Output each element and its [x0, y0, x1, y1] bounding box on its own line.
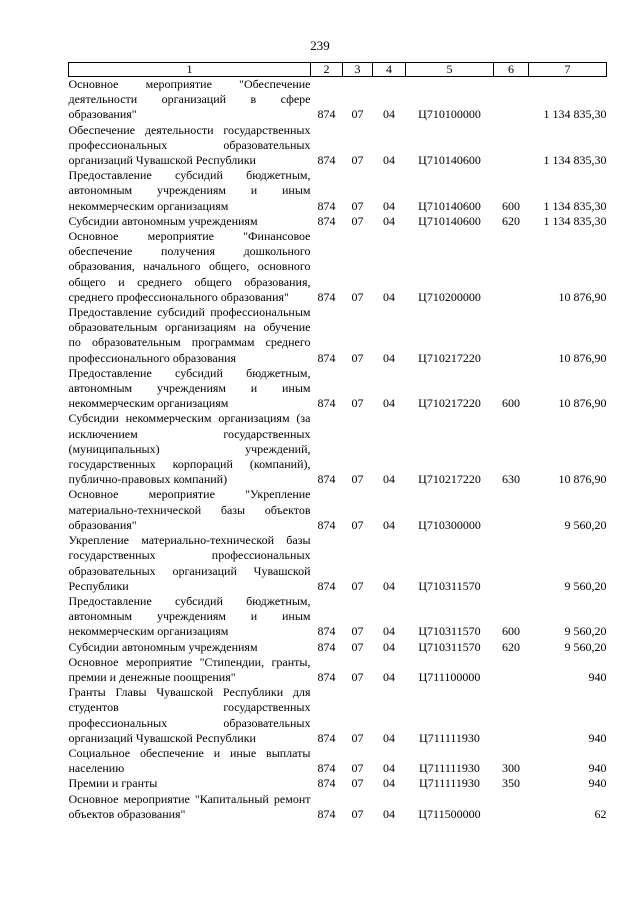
amount-value: 940 — [588, 776, 607, 791]
table-row — [69, 655, 607, 685]
table-row — [69, 640, 607, 655]
expense-type-code: 630 — [502, 472, 520, 487]
admin-code: 874 — [317, 730, 336, 745]
column-header: 3 — [343, 63, 373, 77]
table-row — [69, 77, 607, 123]
amount-value: 940 — [588, 730, 607, 745]
table-header-row — [69, 63, 607, 77]
target-article-code: Ц710311570 — [418, 578, 481, 593]
amount-value: 9 560,20 — [564, 624, 607, 639]
amount-value: 940 — [588, 761, 607, 776]
target-article-code: Ц710140600 — [418, 198, 481, 213]
admin-code: 874 — [317, 624, 336, 639]
admin-code: 874 — [317, 776, 336, 791]
row-name: Премии и гранты — [68, 776, 158, 791]
table-row — [69, 685, 607, 746]
subsection-code: 04 — [383, 153, 395, 168]
subsection-code: 04 — [383, 107, 395, 122]
expense-type-code — [494, 655, 529, 685]
row-name: Предоставление субсидий бюджетным, автономным учреждениям и иным некоммерческим организациям — [68, 593, 311, 639]
page-number: 239 — [310, 38, 330, 53]
expense-type-code — [494, 685, 529, 746]
column-header: 4 — [373, 63, 406, 77]
subsection-code: 04 — [383, 517, 395, 532]
target-article-code: Ц710311570 — [418, 624, 481, 639]
target-article-code: Ц711100000 — [418, 669, 481, 684]
admin-code: 874 — [317, 517, 336, 532]
subsection-code: 04 — [383, 198, 395, 213]
section-code: 07 — [351, 806, 364, 821]
row-name: Основное мероприятие "Укрепление материально-технической базы объектов образования" — [68, 487, 311, 532]
admin-code: 874 — [317, 472, 336, 487]
section-code: 07 — [351, 624, 364, 639]
row-name: Субсидии автономным учреждениям — [68, 213, 258, 228]
table-row — [69, 168, 607, 214]
section-code: 07 — [351, 776, 364, 791]
admin-code: 874 — [317, 107, 336, 122]
admin-code: 874 — [317, 669, 336, 684]
table-row — [69, 214, 607, 229]
admin-code: 874 — [317, 578, 336, 593]
subsection-code: 04 — [383, 396, 395, 411]
row-name: Субсидии некоммерческим организациям (за исключением государственных (муниципальных) учреждений, государственных корпораций (компаний), публично-правовых компаний) — [68, 411, 311, 487]
subsection-code: 04 — [383, 730, 395, 745]
row-name: Предоставление субсидий бюджетным, автономным учреждениям и иным некоммерческим организациям — [68, 168, 311, 213]
amount-value: 9 560,20 — [564, 639, 607, 654]
section-code: 07 — [351, 578, 364, 593]
expense-type-code — [494, 77, 529, 123]
section-code: 07 — [351, 396, 364, 411]
target-article-code: Ц710217220 — [418, 350, 481, 365]
section-code: 07 — [351, 472, 364, 487]
target-article-code: Ц711500000 — [418, 806, 481, 821]
column-header: 6 — [494, 63, 529, 77]
amount-value: 1 134 835,30 — [543, 213, 607, 228]
section-code: 07 — [351, 761, 364, 776]
row-name: Основное мероприятие "Стипендии, гранты, премии и денежные поощрения" — [68, 654, 311, 684]
amount-value: 10 876,90 — [558, 396, 607, 411]
target-article-code: Ц711111930 — [419, 761, 480, 776]
expense-type-code: 600 — [502, 396, 520, 411]
admin-code: 874 — [317, 639, 336, 654]
subsection-code: 04 — [383, 669, 395, 684]
column-header: 2 — [311, 63, 343, 77]
admin-code: 874 — [317, 153, 336, 168]
subsection-code: 04 — [383, 289, 395, 304]
subsection-code: 04 — [383, 472, 395, 487]
row-name: Укрепление материально-технической базы государственных профессиональных образовательных организаций Чувашской Республики — [68, 533, 311, 593]
amount-value: 9 560,20 — [564, 517, 607, 532]
amount-value: 9 560,20 — [564, 578, 607, 593]
amount-value: 10 876,90 — [558, 472, 607, 487]
amount-value: 10 876,90 — [558, 289, 607, 304]
section-code: 07 — [351, 107, 364, 122]
expense-type-code: 600 — [502, 624, 520, 639]
table-row — [69, 487, 607, 533]
expense-type-code — [494, 533, 529, 594]
row-name: Основное мероприятие "Финансовое обеспечение получения дошкольного образования, начального общего, основного общего и среднего общего образования, среднего профессионального образования" — [68, 229, 311, 304]
expense-type-code: 620 — [502, 639, 520, 654]
table-row — [69, 411, 607, 487]
row-name: Предоставление субсидий бюджетным, автономным учреждениям и иным некоммерческим организациям — [68, 365, 311, 411]
expense-type-code — [494, 487, 529, 533]
admin-code: 874 — [317, 396, 336, 411]
section-code: 07 — [351, 639, 364, 654]
admin-code: 874 — [317, 350, 336, 365]
expense-type-code — [494, 305, 529, 366]
column-header: 7 — [529, 63, 607, 77]
section-code: 07 — [351, 350, 364, 365]
amount-value: 10 876,90 — [558, 350, 607, 365]
subsection-code: 04 — [383, 213, 395, 228]
table-row — [69, 123, 607, 169]
section-code: 07 — [351, 517, 364, 532]
admin-code: 874 — [317, 289, 336, 304]
row-name: Предоставление субсидий профессиональным образовательным организациям на обучение по образовательным программам среднего профессионального образования — [68, 305, 311, 365]
table-row — [69, 229, 607, 305]
target-article-code: Ц710200000 — [418, 289, 481, 304]
amount-value: 1 134 835,30 — [543, 198, 607, 213]
expense-type-code — [494, 792, 529, 822]
target-article-code: Ц710300000 — [418, 517, 481, 532]
table-body — [69, 77, 607, 822]
subsection-code: 04 — [383, 639, 395, 654]
column-header: 5 — [406, 63, 494, 77]
target-article-code: Ц710311570 — [418, 639, 481, 654]
subsection-code: 04 — [383, 806, 395, 821]
expense-type-code: 350 — [502, 776, 520, 791]
amount-value: 1 134 835,30 — [543, 107, 607, 122]
expense-type-code: 620 — [502, 213, 520, 228]
row-name: Основное мероприятие "Обеспечение деятельности организаций в сфере образования" — [68, 77, 311, 122]
row-name: Основное мероприятие "Капитальный ремонт объектов образования" — [68, 791, 311, 821]
table-row — [69, 776, 607, 791]
amount-value: 940 — [588, 669, 607, 684]
section-code: 07 — [351, 153, 364, 168]
table-row — [69, 594, 607, 640]
section-code: 07 — [351, 198, 364, 213]
section-code: 07 — [351, 730, 364, 745]
amount-value: 1 134 835,30 — [543, 153, 607, 168]
budget-table — [68, 62, 607, 822]
target-article-code: Ц711111930 — [419, 776, 480, 791]
target-article-code: Ц710217220 — [418, 472, 481, 487]
table-row — [69, 533, 607, 594]
target-article-code: Ц710217220 — [418, 396, 481, 411]
row-name: Субсидии автономным учреждениям — [68, 639, 258, 654]
row-name: Социальное обеспечение и иные выплаты населению — [68, 745, 311, 776]
target-article-code: Ц710140600 — [418, 153, 481, 168]
subsection-code: 04 — [383, 761, 395, 776]
table-row — [69, 792, 607, 822]
section-code: 07 — [351, 213, 364, 228]
admin-code: 874 — [317, 198, 336, 213]
admin-code: 874 — [317, 806, 336, 821]
table-row — [69, 366, 607, 412]
expense-type-code: 300 — [502, 761, 520, 776]
target-article-code: Ц710140600 — [418, 213, 481, 228]
expense-type-code: 600 — [502, 198, 520, 213]
table-row — [69, 305, 607, 366]
section-code: 07 — [351, 669, 364, 684]
subsection-code: 04 — [383, 624, 395, 639]
row-name: Гранты Главы Чувашской Республики для студентов государственных профессиональных образовательных организаций Чувашской Республики — [68, 685, 311, 745]
table-row — [69, 746, 607, 776]
admin-code: 874 — [317, 213, 336, 228]
expense-type-code — [494, 123, 529, 169]
expense-type-code — [494, 229, 529, 305]
target-article-code: Ц711111930 — [419, 730, 480, 745]
subsection-code: 04 — [383, 776, 395, 791]
column-header: 1 — [69, 63, 311, 77]
subsection-code: 04 — [383, 350, 395, 365]
section-code: 07 — [351, 289, 364, 304]
target-article-code: Ц710100000 — [418, 107, 481, 122]
subsection-code: 04 — [383, 578, 395, 593]
amount-value: 62 — [594, 806, 607, 821]
admin-code: 874 — [317, 761, 336, 776]
row-name: Обеспечение деятельности государственных профессиональных образовательных организаций Чувашской Республики — [68, 122, 311, 168]
